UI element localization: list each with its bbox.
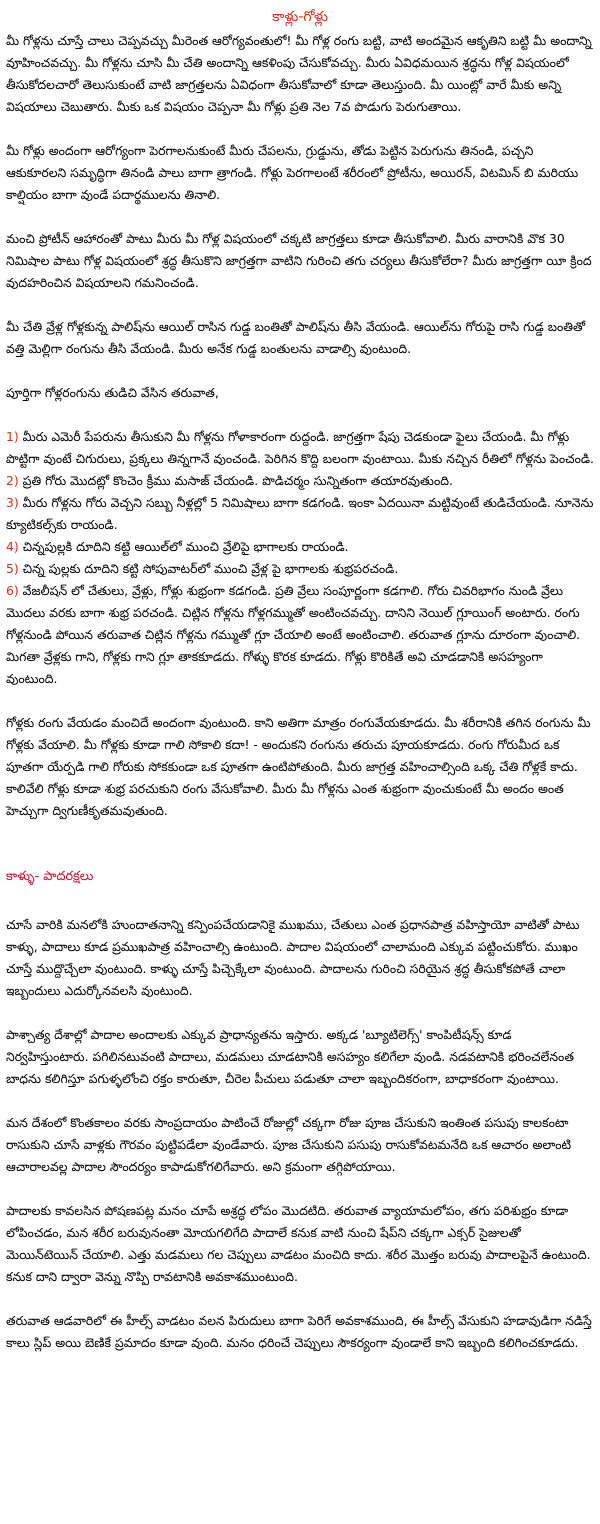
paragraph-diet: మీ గోళ్లు అందంగా ఆరోగ్యంగా పెరగాలనుకుంటే మీరు చేపలను, గ్రుడ్డును, తోడు పెట్టిన పెరుగును తినండి, పచ్చని ఆకుకూరలని సమృద్ధిగా తినండి పాలు బాగా త్రాగండి. గోళ్లు పెరగాలంటే శరీరంలో ప్రోటీను, అయిరన్, విటమిన్ బి మరియు కాల్షియం బాగా వుండే పదార్థములను తినాలి. <box>6 143 579 202</box>
care-step <box>6 580 594 690</box>
care-step <box>6 470 594 492</box>
paragraph-heels: తరువాత ఆడవారిలో ఈ హీల్స్ వాడటం వలన పిరుదులు బాగా పెరిగే అవకాశముంది, ఈ హీల్స్ వేసుకుని హడావుడిగా నడిస్తే కాలు స్లిప్ అయి బెణికే ప్రమాదం కూడా వుంది. మనం ధరించే చెప్పులు సౌకర్యంగా వుండాలే కాని ఇబ్బంది కలిగించకూడదు. <box>6 1313 592 1350</box>
page-title: కాళ్లు-గోళ్లు <box>272 9 328 25</box>
step-text: వేజలీషన్ లో చేతులు, వ్రేళ్లు, గోళ్లు శుభ్రంగా కడగండి. ప్రతి వ్రేలు సంపూర్ణంగా కడగాలి. గోరు చివరిభాగం నుండి వ్రేలు మొదలు వరకు బాగా శుభ్ర పరచండి. చిట్లిన గోళ్లను గోళ్లగమ్ముతో అంటించవచ్చు. దానిని నెయిల్ గ్లూయింగ్ అంటారు. రంగు గోళ్లనుండి పోయిన తరువాత చిట్లిన గోళ్లను గమ్ముతో గ్లూ చేయాలి అంటే అంటించాలి. తరువాత గ్లూను దూరంగా వుంచాలి. మిగతా వ్రేళ్లకు గాని, గోళ్లకు గాని గ్లూ తాకకూడదు. గోళ్ళు కొరక కూడదు. గోళ్లు కొరికితే అవి చూడడానికి అసహ్యంగా వుంటుంది. <box>6 583 581 686</box>
paragraph-intro: మీ గోళ్లను చూస్తే చాలు చెప్పవచ్చు మీరెంత ఆరోగ్యవంతులో! మీ గోళ్ల రంగు బట్టి, వాటి అందమైన ఆకృతిని బట్టి మీ అందాన్ని వూహించవచ్చు. మీ గోళ్లను చూసి మీ చేతి అందాన్ని ఆకళింపు చేసుకోవచ్చు. మీరు ఏవిధమయిన శ్రద్ధను గోళ్ల విషయంలో తీసుకోదలచారో తెలుసుకుంటే వాటి జాగ్రత్తలను ఏవిధంగా తీసుకోవాలో కూడా తెలుస్తుంది. మీ యింట్లో వారే మీకు అన్ని విషయాలు చెబుతారు. మీకు ఒక విషయం చెప్పనా మీ గోళ్లు ప్రతి నెల 7వ పొడుగు పెరుగుతాయి. <box>6 33 592 114</box>
section-heading-feet: కాళ్ళు- పాదరక్షలు <box>6 869 94 884</box>
paragraph-care: మంచి ప్రోటీన్ ఆహారంతో పాటు మీరు మీ గోళ్ల విషయంలో చక్కటి జాగ్రత్తలు కూడా తీసుకోవాలి. మీరు వారానికి వొక 30 నిమిషాల పాటు గోళ్ల విషయంలో శ్రద్ధ తీసుకొని జాగ్రత్తగా వాటిని గురించి తగు చర్యలు తీసుకోలేరా? మీరు జాగ్రత్తగా యీ క్రింద వుదహరించిన విషయాలని గమనించండి. <box>6 231 592 290</box>
step-number: 2) <box>6 473 19 488</box>
paragraph-tradition: మన దేశంలో కొంతకాలం వరకు సాంప్రదాయం పాటించే రోజుల్లో చక్కగా రోజు పూజ చేసుకుని ఇంతింత పసుపు కాలకంటా రాసుకుని చూసే వాళ్లకు గౌరవం పుట్టిపడేలా వుండేవారు. పూజ చేసుకుని పసుపు రాసుకోవటమనేది ఒక ఆచారం అలాంటి ఆచారాలవల్ల పాదాల సౌందర్యం కాపాడుకోగలిగేవారు. అని క్రమంగా తగ్గిపోయాయి. <box>6 1115 572 1174</box>
step-number: 1) <box>6 429 19 444</box>
care-step <box>6 558 594 580</box>
step-number: 5) <box>6 561 19 576</box>
paragraph-nutrition-exercise: పాదాలకు కావలసిన పోషణపట్ల మనం చూపే అశ్రద్ధ లోపం మొదటిది. తరువాత వ్యాయామలోపం, తగు పరిశుభ్రం కూడా లోపించడం, మన శరీర బరువునంతా మోయగలిగేది పాదాలే కనుక వాటి నుంచి షేప్‌ని చక్కగా ఎక్సర్ సైజులతో మెయిన్‌టెయిన్ చేయాలి. ఎత్తు మడమలు గల చెప్పులు వాడటం మంచిది కాదు. శరీర మొత్తం బరువు పాదాలపైనే ఉంటుంది. కనుక దాని ద్వారా వెన్ను నొప్పి రావటానికి అవకాశముంటుంది. <box>6 1203 591 1284</box>
step-number: 3) <box>6 495 19 510</box>
step-text: మీరు గోళ్లను గోరు వెచ్చని సబ్బు నీళ్లల్లో 5 నిమిషాలు బాగా కడగండి. ఇంకా ఏదయినా మట్టివుంటే తుడిచేయండి. నూనెను క్యూటికల్స్‌కు రాయండి. <box>6 495 594 532</box>
paragraph-nail-color: గోళ్లకు రంగు వేయడం మంచిదే అందంగా వుంటుంది. కాని అతిగా మాత్రం రంగువేయకూడదు. మీ శరీరానికి తగిన రంగును మీ గోళ్లకు వేయాలి. మీ గోళ్లకు కూడా గాలి సోకాలి కదా! - అందుకని రంగును తరుచు పూయకూడదు. రంగు గోరుమీద ఒక పూతగా యేర్పడి గాలి గోరుకు సోకకుండా ఒక పూతగా ఉంటిపోతుంది. మీరు జాగ్రత్త వహించాల్సింది ఒక్క చేతి గోళ్లకే కాదు. కాలివేలి గోళ్లు కూడా శుభ్ర పరచుకుని రంగు వేసుకోవాలి. మీరు మీ గోళ్లను ఎంత శుభ్రంగా వుంచుకుంటే మీ అందం అంత హెచ్చుగా ద్విగుణీకృతమవుతుంది. <box>6 715 591 818</box>
step-text: చిన్న పుల్లకు దూదిని కట్టి సోపువాటర్‌లో ముంచి వ్రేళ్ల పై భాగాలకు శుభ్రపరచండి. <box>18 561 399 576</box>
step-text: మీరు ఎమెరీ పేపరును తీసుకుని మీ గోళ్లను గోళాకారంగా రుద్దండి. జాగ్రత్తగా షేపు చెడకుండా ఫైలు చేయండి. మీ గోళ్లు పొట్టిగా వుంటే చిగురులు, ప్రక్కలు తిన్నగానే వుంచండి. పెరిగిన కొద్ది బలంగా వుంటాయి. మీకు నచ్చిన రీతిలో గోళ్లను పెంచండి. <box>6 429 594 466</box>
paragraph-feet-importance: చూసే వారికి మనలోకి హుందాతనాన్ని కన్పింపచేయడానికై ముఖము, చేతులు ఎంత ప్రధానపాత్ర వహిస్తాయో వాటితో పాటు కాళ్ళు, పాదాలు కూడ ప్రముఖపాత్ర వహించాల్సి ఉంటుంది. పాదాల విషయంలో చాలామంది ఎక్కువ పట్టించుకోరు. ముఖం చూస్తే ముద్దొచ్చేలా వుంటుంది. కాళ్ళు చూస్తే పిచ్చెక్కేలా వుంటుంది. పాదాలను గురించి సరియైన శ్రద్ధ తీసుకోకపోతే చాలా ఇబ్బందులు ఎదుర్కోనవలసి వుంటుంది. <box>6 917 580 998</box>
step-number: 6) <box>6 583 19 598</box>
paragraph-after-removal: పూర్తిగా గోళ్లరంగును తుడిచి వేసిన తరువాత, <box>6 385 219 400</box>
step-text: చిన్నపుల్లకి దూదిని కట్టి ఆయిల్‌లో ముంచి వ్రేలిపై భాగాలకు రాయండి. <box>18 539 349 554</box>
care-step <box>6 492 594 536</box>
paragraph-western-countries: పాశ్చాత్య దేశాల్లో పాదాల అందాలకు ఎక్కువ ప్రాధాన్యతను ఇస్తారు. అక్కడ 'బ్యూటిలెగ్స్' కాంపిటీషన్స్ కూడ నిర్వహిస్తుంటారు. పగిలినటువంటి పాదాలు, మడమలు చూడటానికి అసహ్యం కలిగేలా వుండి. నడవటానికి భరించలేనంత బాధను కలిగిస్తూ పగుళ్ళలోంచి రక్తం కారుతూ, చీరెల పీచులు పడుతూ చాలా ఇబ్బందికరంగా, బాధాకరంగా వుంటాయి. <box>6 1027 574 1086</box>
step-number: 4) <box>6 539 19 554</box>
paragraph-polish-removal: మీ చేతి వ్రేళ్ల గోళ్లకున్న పాలిష్‌ను ఆయిల్ రాసిన గుడ్డ బంతితో పాలిష్‌ను తీసి వేయండి. ఆయిల్‌ను గోరుపై రాసి గుడ్డ బంతితో వత్తి మెల్లిగా రంగును తీసి వేయండి. మీరు అనేక గుడ్డ బంతులను వాడాల్సి వుంటుంది. <box>6 319 586 356</box>
care-steps-list <box>6 426 594 690</box>
care-step <box>6 426 594 470</box>
step-text: ప్రతి గోరు మొదట్లో కొంచెం క్రీము మసాజ్ చేయండి. పొడిచర్మం సున్నితంగా తయారవుతుంది. <box>18 473 453 488</box>
care-step <box>6 536 594 558</box>
